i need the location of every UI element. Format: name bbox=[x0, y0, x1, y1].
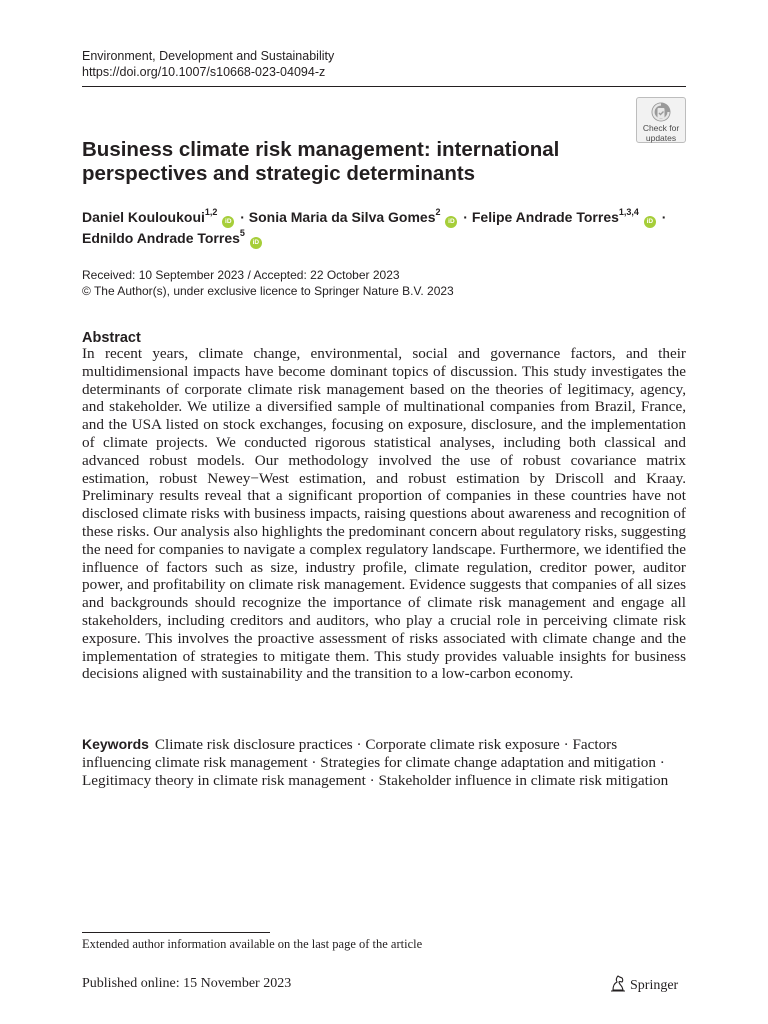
journal-name: Environment, Development and Sustainability bbox=[82, 49, 335, 63]
author-separator: · bbox=[240, 209, 245, 225]
author-affiliation: 1,2 bbox=[204, 207, 218, 218]
springer-horse-icon bbox=[610, 974, 626, 992]
badge-line-1: Check for bbox=[642, 123, 680, 133]
orcid-icon[interactable]: iD bbox=[644, 216, 656, 228]
received-accepted-dates: Received: 10 September 2023 / Accepted: 22 October 2023 bbox=[82, 268, 400, 282]
badge-line-2: updates bbox=[645, 132, 677, 143]
orcid-icon[interactable]: iD bbox=[445, 216, 457, 228]
abstract-text: In recent years, climate change, environmental, social and governance factors, and their multidimensional impacts have become dominant topics of discussion. This study investigates the determinants of corporate climate risk management based on the theories of legitimacy, agency, and stakeholder. We utilize a diversified sample of multinational companies from Brazil, France, and the USA listed on stock exchanges, focusing on exposure, disclosure, and the implementation of climate projects. We conducted rigorous statistical analyses, including both classical and advanced robust models. Our methodology involved the use of robust covariance matrix estimation, robust Newey−West estimation, and robust estimation by Driscoll and Kraay. Preliminary results reveal that a significant proportion of companies in these countries have not disclosed climate risks with business impacts, raising questions about awareness and recognition of these risks. Our analysis also highlights the predominant concern about regulatory risks, suggesting the need for companies to navigate a complex regulatory landscape. Furthermore, we identified the influence of factors such as size, industry profile, climate regulation, creditor power, auditor power, and profitability on climate risk management. Evidence suggests that companies of all sizes and backgrounds should recognize the importance of climate risk management and engage all stakeholders, including creditors and auditors, who play a crucial role in perceiving climate risk exposure. This involves the proactive assessment of risks associated with climate change and the implementation of strategies to mitigate them. This study provides valuable insights for business decisions aligned with sustainability and the transition to a low-carbon economy. bbox=[82, 345, 687, 683]
author-name[interactable]: Ednildo Andrade Torres bbox=[82, 230, 240, 246]
author-list bbox=[82, 207, 692, 249]
orcid-icon[interactable]: iD bbox=[222, 216, 234, 228]
footnote-rule bbox=[82, 932, 270, 933]
author-affiliation: 1,3,4 bbox=[618, 207, 639, 218]
abstract-heading: Abstract bbox=[82, 330, 141, 346]
author-affiliation: 2 bbox=[435, 207, 441, 218]
author-name[interactable]: Felipe Andrade Torres bbox=[471, 209, 619, 225]
publisher-name: Springer bbox=[630, 978, 679, 993]
author-separator: · bbox=[661, 209, 667, 225]
article-dates bbox=[82, 267, 454, 299]
journal-doi-link[interactable]: https://doi.org/10.1007/s10668-023-04094-z bbox=[82, 65, 326, 79]
check-for-updates-badge[interactable] bbox=[636, 97, 686, 143]
journal-info bbox=[82, 48, 334, 80]
author-name[interactable]: Sonia Maria da Silva Gomes bbox=[248, 209, 436, 225]
author-affiliation: 5 bbox=[239, 228, 245, 239]
publisher-logo[interactable] bbox=[610, 974, 678, 995]
author-name[interactable]: Daniel Kouloukoui bbox=[82, 209, 205, 225]
orcid-icon[interactable]: iD bbox=[250, 237, 262, 249]
keywords-text: Climate risk disclosure practices · Corporate climate risk exposure · Factors influencing climate risk management · Strategies for climate change adaptation and mitigation · Legitimacy theory in climate risk management · Stakeholder influence in climate risk mitigation bbox=[82, 736, 669, 789]
article-title: Business climate risk management: international perspectives and strategic determinants bbox=[82, 138, 560, 185]
published-date: Published online: 15 November 2023 bbox=[82, 976, 292, 991]
author-separator: · bbox=[463, 209, 468, 225]
footnote: Extended author information available on the last page of the article bbox=[82, 937, 423, 951]
copyright-notice: © The Author(s), under exclusive licence to Springer Nature B.V. 2023 bbox=[82, 284, 454, 298]
keywords-label: Keywords bbox=[82, 736, 149, 752]
check-for-updates-icon bbox=[649, 101, 673, 123]
keywords-section bbox=[82, 736, 686, 789]
header-rule bbox=[82, 86, 686, 87]
